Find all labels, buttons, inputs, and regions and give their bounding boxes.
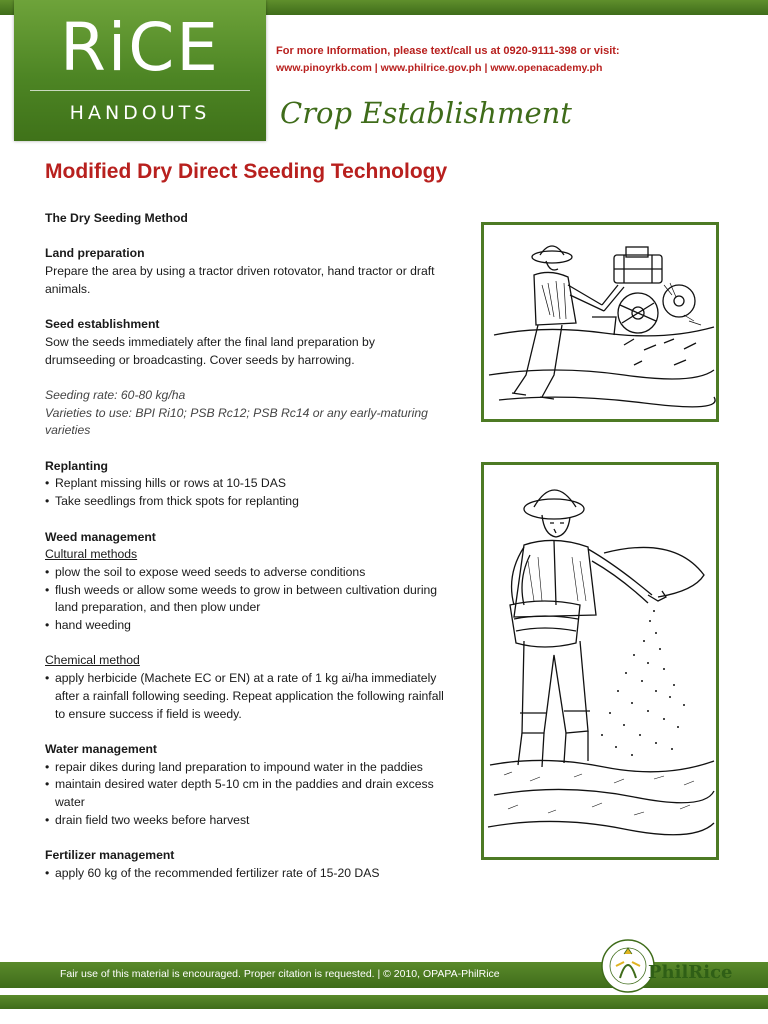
weed-heading: Weed management — [45, 529, 156, 544]
replanting-list — [45, 475, 445, 510]
rice-handouts-logo — [14, 0, 266, 141]
list-item: • Take seedlings from thick spots for replanting — [45, 493, 445, 511]
chemical-method-heading: Chemical method — [45, 653, 140, 668]
cultural-methods-list — [45, 564, 445, 635]
article-body — [45, 210, 445, 883]
broadcasting-farmer-illustration — [481, 462, 719, 860]
water-heading: Water management — [45, 741, 157, 756]
varieties: Varieties to use: BPI Ri10; PSB Rc12; PSB Rc14 or any early-maturing varieties — [45, 405, 428, 438]
method-heading: The Dry Seeding Method — [45, 211, 188, 225]
seeding-rate: Seeding rate: 60-80 kg/ha — [45, 387, 186, 402]
water-list — [45, 759, 445, 830]
seed-est-text: Sow the seeds immediately after the final land preparation by drumseeding or broadcasting. Cover seeds by harrowing. — [45, 334, 375, 367]
page-title: Modified Dry Direct Seeding Technology — [45, 160, 448, 183]
hand-tractor-illustration — [481, 222, 719, 422]
seed-est-heading: Seed establishment — [45, 317, 160, 332]
land-prep-heading: Land preparation — [45, 246, 145, 261]
list-item: • drain field two weeks before harvest — [45, 812, 445, 830]
replanting-heading: Replanting — [45, 458, 108, 473]
logo-handouts-text: HANDOUTS — [69, 102, 211, 124]
list-item: • maintain desired water depth 5-10 cm in the paddies and drain excess water — [45, 776, 445, 811]
land-prep-text: Prepare the area by using a tractor driven rotovator, hand tractor or draft animals. — [45, 264, 435, 296]
fertilizer-heading: Fertilizer management — [45, 848, 175, 863]
tractor-drawing — [484, 225, 716, 419]
list-item: • Replant missing hills or rows at 10-15 DAS — [45, 475, 445, 493]
contact-info: For more Information, please text/call us at 0920-9111-398 or visit: — [276, 45, 620, 57]
chemical-method-list — [45, 670, 445, 723]
list-item: • apply herbicide (Machete EC or EN) at a rate of 1 kg ai/ha immediately after a rainfall following seeding. Repeat application the following rainfall to ensure success if field is weedy. — [45, 670, 445, 723]
philrice-wordmark: PhilRice — [648, 962, 733, 983]
list-item: • hand weeding — [45, 617, 445, 635]
fertilizer-list — [45, 865, 445, 883]
list-item: • apply 60 kg of the recommended fertilizer rate of 15-20 DAS — [45, 865, 445, 883]
cultural-methods-heading: Cultural methods — [45, 547, 138, 562]
broadcasting-drawing — [484, 465, 716, 857]
section-title: Crop Establishment — [280, 96, 572, 130]
list-item: • plow the soil to expose weed seeds to adverse conditions — [45, 564, 445, 582]
list-item: • repair dikes during land preparation to impound water in the paddies — [45, 759, 445, 777]
website-links: www.pinoyrkb.com | www.philrice.gov.ph | www.openacademy.ph — [276, 62, 603, 74]
logo-rice-text: RiCE — [60, 9, 220, 86]
list-item: • flush weeds or allow some weeds to grow in between cultivation during land preparation, and then plow under — [45, 582, 445, 617]
logo-divider — [30, 90, 250, 91]
footer-citation: Fair use of this material is encouraged. Proper citation is requested. | © 2010, OPAPA-PhilRice — [60, 968, 500, 980]
